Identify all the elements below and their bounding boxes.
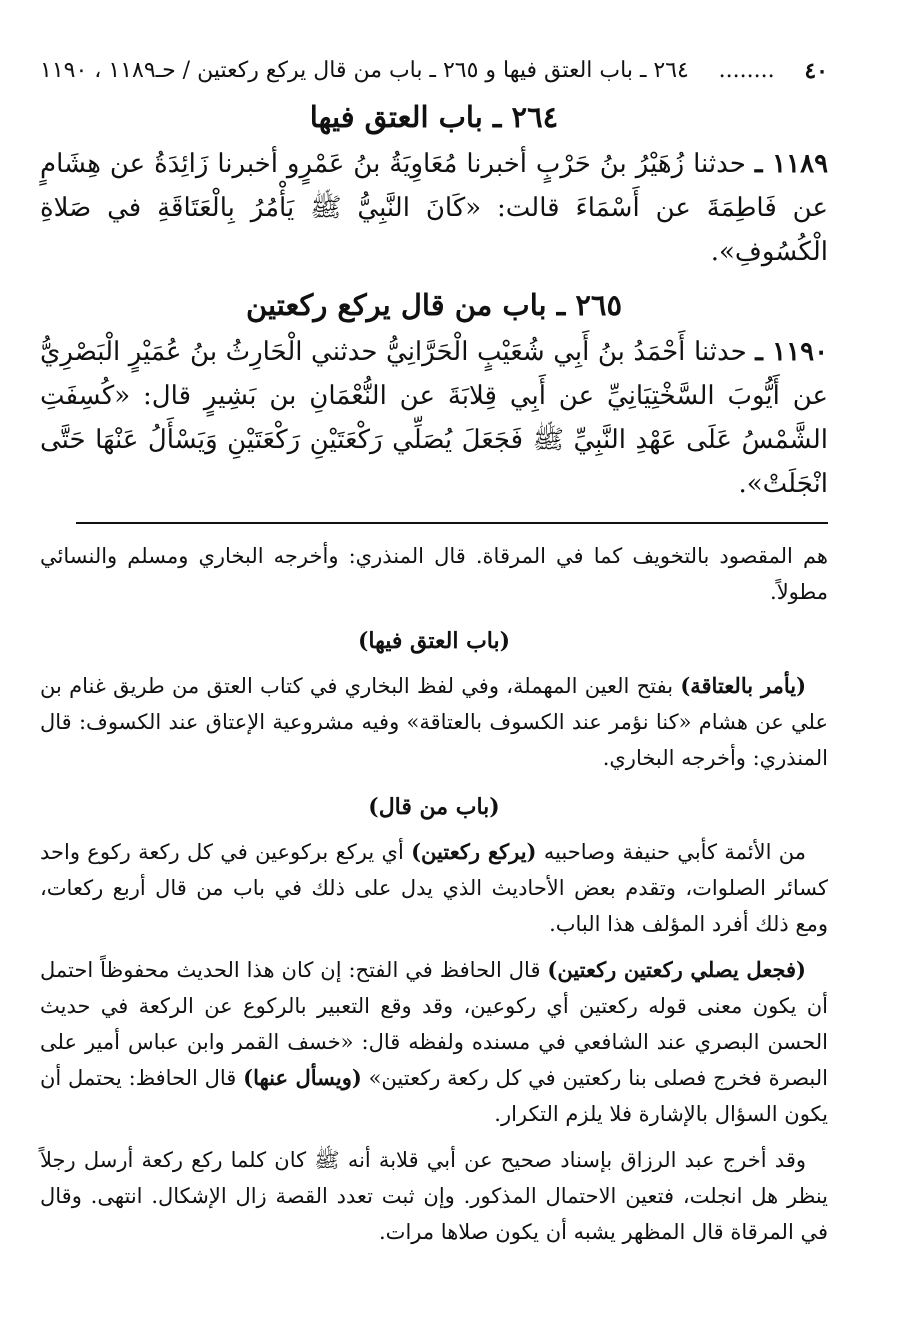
- commentary-section-head: (باب من قال): [368, 794, 500, 820]
- commentary-text: من الأئمة كأبي حنيفة وصاحبيه: [536, 840, 807, 864]
- commentary-paragraph: [40, 834, 828, 942]
- commentary-text: بفتح العين المهملة، وفي لفظ البخاري في كتاب العتق من طريق غنام بن علي عن هشام «كنا نؤمر عند الكسوف بالعتاقة» وفيه مشروعية الإعتاق عند الكسوف: قال المنذري: وأخرجه البخاري.: [40, 674, 828, 770]
- hadith-1189: [40, 142, 828, 274]
- commentary-text: أي يركع بركوعين في كل ركعة ركوع واحد كسائر الصلوات، وتقدم بعض الأحاديث الذي يدل على ذلك في باب من قال أربع ركعات، ومع ذلك أفرد المؤلف هذا الباب.: [40, 840, 828, 936]
- commentary-paragraph: [40, 952, 828, 1132]
- hadith-1190: [40, 330, 828, 506]
- leader-dots: ........: [718, 58, 775, 83]
- lemma: (يأمر بالعتاقة): [680, 673, 806, 698]
- chapter-title-265: ٢٦٥ ـ باب من قال يركع ركعتين: [245, 288, 623, 322]
- running-head-text: ٢٦٤ ـ باب العتق فيها و ٢٦٥ ـ باب من قال يركع ركعتين / حـ١١٨٩ ، ١١٩٠: [40, 58, 689, 83]
- commentary-paragraph: [40, 668, 828, 776]
- hadith-number: ١١٨٩ ـ: [754, 149, 829, 179]
- page-number: ٤٠: [804, 58, 828, 84]
- hadith-text: حدثنا زُهَيْرُ بنُ حَرْبٍ أخبرنا مُعَاوِيَةُ بنُ عَمْرٍو أخبرنا زَائِدَةُ عن هِشَامٍ عن فَاطِمَةَ عن أَسْمَاءَ قالت: «كَانَ النَّبِيُّ ﷺ يَأْمُرُ بِالْعَتَاقَةِ في صَلاةِ الْكُسُوفِ».: [40, 149, 828, 267]
- commentary-intro: هم المقصود بالتخويف كما في المرقاة. قال المنذري: وأخرجه البخاري ومسلم والنسائي مطولاً.: [40, 544, 828, 604]
- commentary-section-head: (باب العتق فيها): [357, 628, 511, 654]
- footnote-divider: [76, 522, 828, 524]
- commentary-paragraph: وقد أخرج عبد الرزاق بإسناد صحيح عن أبي قلابة أنه ﷺ كان كلما ركع ركعة أرسل رجلاً ينظر هل انجلت، فتعين الاحتمال المذكور. وإن ثبت تعدد القصة زال الإشكال. انتهى. وقال في المرقاة قال المظهر يشبه أن يكون صلاها مرات.: [40, 1148, 828, 1244]
- hadith-number: ١١٩٠ ـ: [755, 337, 829, 367]
- commentary-text: قال الحافظ: يحتمل أن يكون السؤال بالإشارة فلا يلزم التكرار.: [40, 1066, 828, 1126]
- hadith-text: حدثنا أَحْمَدُ بنُ أَبِي شُعَيْبٍ الْحَرَّانِيُّ حدثني الْحَارِثُ بنُ عُمَيْرٍ الْبَصْرِيُّ عن أَيُّوبَ السَّخْتِيَانِيِّ عن أَبِي قِلابَةَ عن النُّعْمَانِ بن بَشِيرٍ قال: «كُسِفَتِ الشَّمْسُ عَلَى عَهْدِ النَّبِيِّ ﷺ فَجَعَلَ يُصَلِّي رَكْعَتَيْنِ رَكْعَتَيْنِ وَيَسْأَلُ عَنْهَا حَتَّى انْجَلَتْ».: [40, 337, 828, 499]
- lemma: (يركع ركعتين): [411, 839, 537, 864]
- running-head: [40, 56, 828, 86]
- chapter-title-264: ٢٦٤ ـ باب العتق فيها: [309, 100, 559, 134]
- lemma: (فجعل يصلي ركعتين ركعتين): [547, 957, 806, 982]
- commentary-text: قال الحافظ في الفتح: إن كان هذا الحديث محفوظاً احتمل أن يكون معنى قوله ركعتين أي ركوعين، وقد وقع التعبير بالركوع عن الركعة في حديث الحسن البصري عند الشافعي في مسنده ولفظه قال: «خسف القمر وابن عباس أمير على البصرة فخرج فصلى بنا ركعتين في كل ركعة ركعتين»: [40, 958, 828, 1090]
- lemma: (ويسأل عنها): [243, 1065, 362, 1090]
